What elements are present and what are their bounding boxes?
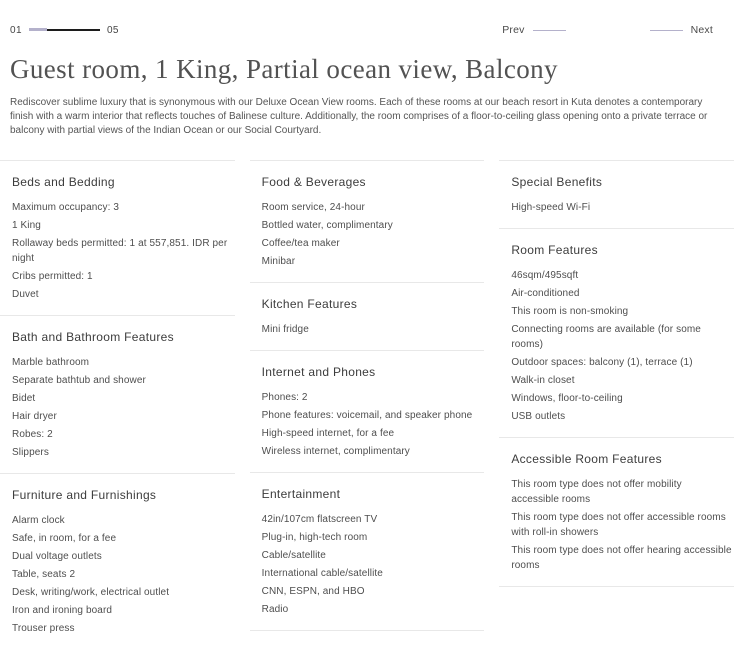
carousel-topbar <box>10 0 724 36</box>
section-title: Furniture and Furnishings <box>12 487 157 502</box>
feature-item: Robes: 2 <box>12 428 53 440</box>
feature-item: Trouser press <box>12 622 75 634</box>
section-title: Internet and Phones <box>261 364 376 379</box>
section-title: Beds and Bedding <box>12 174 115 189</box>
feature-item: USB outlets <box>511 410 566 422</box>
feature-item: This room is non-smoking <box>511 305 629 317</box>
section-title: Kitchen Features <box>261 296 358 311</box>
feature-item: 1 King <box>12 219 41 231</box>
feature-item: Marble bathroom <box>12 356 90 368</box>
section-title: Entertainment <box>261 486 341 501</box>
feature-item: Walk-in closet <box>511 374 575 386</box>
section-accessible-room-features <box>499 437 734 587</box>
pagination-total: 05 <box>106 24 119 36</box>
feature-item: Plug-in, high-tech room <box>261 531 368 543</box>
feature-item: Cribs permitted: 1 <box>12 270 93 282</box>
feature-item: Bottled water, complimentary <box>261 219 393 231</box>
features-column-1 <box>0 160 235 649</box>
feature-item: Connecting rooms are available (for some rooms) <box>511 323 701 350</box>
feature-item: Desk, writing/work, electrical outlet <box>12 586 170 598</box>
feature-item: High-speed internet, for a fee <box>261 427 395 439</box>
feature-item: 42in/107cm flatscreen TV <box>261 513 378 525</box>
section-furniture-and-furnishings <box>0 473 235 649</box>
feature-item: This room type does not offer accessible rooms with roll-in showers <box>511 511 726 538</box>
feature-item: High-speed Wi-Fi <box>511 201 591 213</box>
next-button[interactable] <box>650 24 713 36</box>
feature-item: Safe, in room, for a fee <box>12 532 117 544</box>
next-button-label: Next <box>690 24 713 36</box>
room-description: Rediscover sublime luxury that is synonymous with our Deluxe Ocean View rooms. Each of these rooms at our beach resort in Kuta denotes a contemporary finish with a warm interior that reflects touches of Balinese culture. Additionally, the room comprises of a floor-to-ceiling glass opening onto a private terrace or balcony with partial views of the Indian Ocean or our Social Courtyard. <box>10 96 708 136</box>
feature-item: 46sqm/495sqft <box>511 269 579 281</box>
carousel-progress-fill <box>29 28 47 31</box>
feature-item: Table, seats 2 <box>12 568 76 580</box>
section-title: Room Features <box>511 242 598 257</box>
feature-item: Radio <box>261 603 289 615</box>
next-arrow-line-icon <box>650 30 683 31</box>
feature-item: Phones: 2 <box>261 391 308 403</box>
section-special-benefits <box>499 160 734 228</box>
feature-item: Separate bathtub and shower <box>12 374 146 386</box>
feature-item: Mini fridge <box>261 323 309 335</box>
section-beds-and-bedding <box>0 160 235 315</box>
prev-arrow-line-icon <box>533 30 566 31</box>
feature-item: Wireless internet, complimentary <box>261 445 410 457</box>
feature-item: Bidet <box>12 392 36 404</box>
feature-item: Phone features: voicemail, and speaker phone <box>261 409 473 421</box>
section-food-beverages <box>250 160 485 282</box>
feature-item: Slippers <box>12 446 49 458</box>
feature-item: Room service, 24-hour <box>261 201 365 213</box>
feature-item: Outdoor spaces: balcony (1), terrace (1) <box>511 356 693 368</box>
feature-item: Duvet <box>12 288 39 300</box>
feature-item: This room type does not offer mobility accessible rooms <box>511 478 682 505</box>
feature-item: Maximum occupancy: 3 <box>12 201 120 213</box>
feature-item: Rollaway beds permitted: 1 at 557,851. IDR per night <box>12 237 228 264</box>
section-room-features <box>499 228 734 437</box>
section-title: Food & Beverages <box>261 174 366 189</box>
section-title: Special Benefits <box>511 174 603 189</box>
feature-item: Alarm clock <box>12 514 65 526</box>
features-column-3 <box>499 160 734 649</box>
section-kitchen-features <box>250 282 485 350</box>
feature-item: Hair dryer <box>12 410 57 422</box>
carousel-pagination <box>10 25 119 36</box>
prev-button-label: Prev <box>502 24 525 36</box>
carousel-nav <box>502 24 724 36</box>
feature-item: CNN, ESPN, and HBO <box>261 585 365 597</box>
section-title: Accessible Room Features <box>511 451 662 466</box>
section-title: Bath and Bathroom Features <box>12 329 174 344</box>
section-entertainment <box>250 472 485 631</box>
pagination-current: 01 <box>10 24 22 36</box>
feature-item: International cable/satellite <box>261 567 383 579</box>
section-internet-and-phones <box>250 350 485 472</box>
feature-item: Dual voltage outlets <box>12 550 102 562</box>
feature-item: Iron and ironing board <box>12 604 113 616</box>
prev-button[interactable] <box>502 24 565 36</box>
section-bath-and-bathroom-features <box>0 315 235 473</box>
feature-item: This room type does not offer hearing accessible rooms <box>511 544 732 571</box>
carousel-progress-bar[interactable] <box>29 29 100 31</box>
feature-item: Windows, floor-to-ceiling <box>511 392 623 404</box>
page-title: Guest room, 1 King, Partial ocean view, Balcony <box>10 54 558 84</box>
page-header <box>0 0 734 138</box>
feature-item: Air-conditioned <box>511 287 580 299</box>
feature-item: Cable/satellite <box>261 549 326 561</box>
features-column-2 <box>250 160 485 649</box>
features-grid <box>0 160 734 649</box>
feature-item: Coffee/tea maker <box>261 237 340 249</box>
feature-item: Minibar <box>261 255 296 267</box>
